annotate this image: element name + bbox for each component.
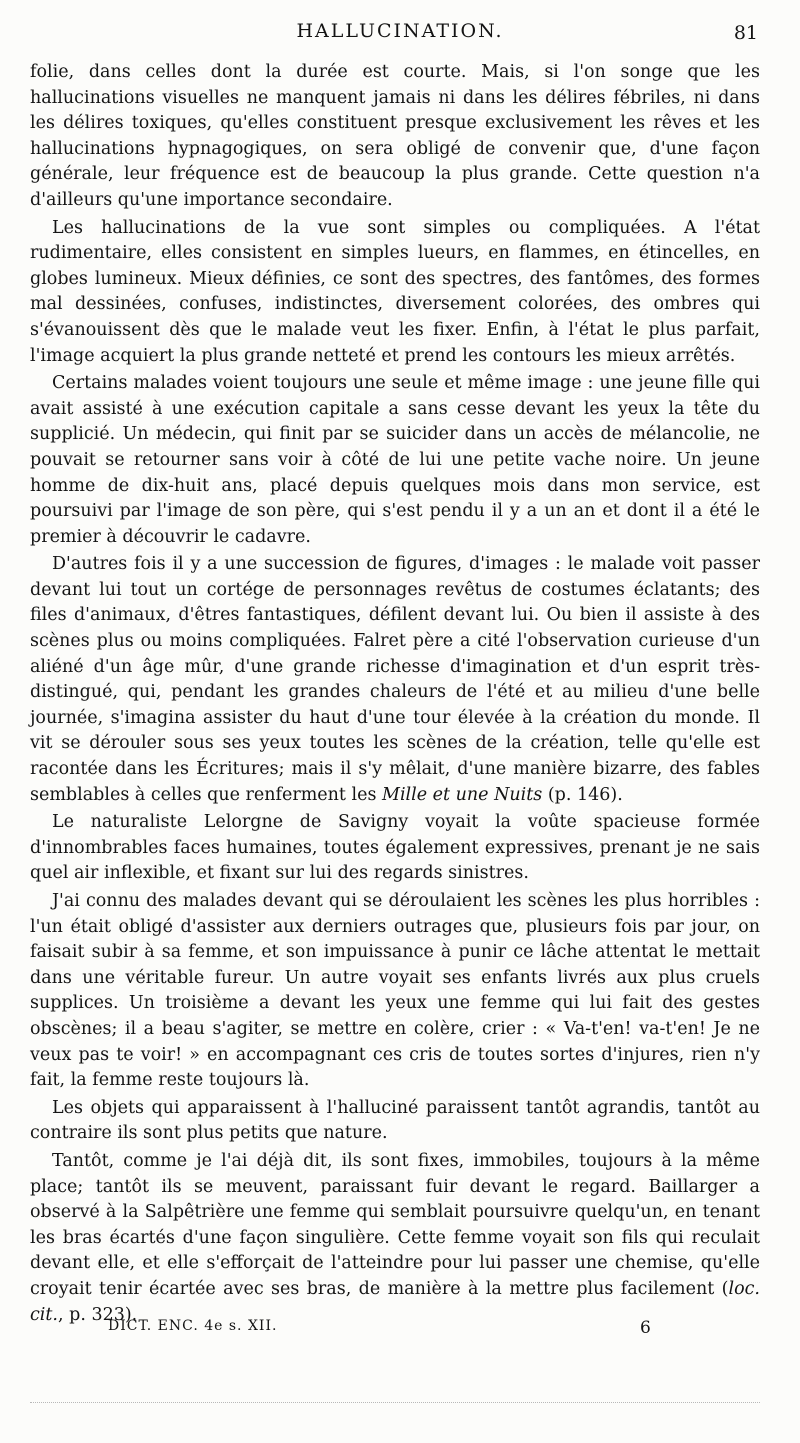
citation-title: Mille et une Nuits (382, 784, 543, 805)
paragraph-4 (30, 552, 760, 808)
paragraph-8-text: Tantôt, comme je l'ai déjà dit, ils sont fixes, immobiles, toujours à la même place; tantôt ils se meuvent, paraissant fuir devant le regard. Baillarger a observé à la Salpêtrière une femme qui semblait poursuivre quelqu'un, en tenant les bras écartés d'une façon singulière. Cette femme voyait son fils qui reculait devant elle, et elle s'efforçait de l'atteindre pour lui passer une chemise, qu'elle croyait tenir écartée avec ses bras, de manière à la mettre plus facilement ( (30, 1150, 760, 1299)
paragraph-1: folie, dans celles dont la durée est courte. Mais, si l'on songe que les hallucinations visuelles ne manquent jamais ni dans les délires fébriles, ni dans les délires toxiques, qu'elles constituent presque exclusivement les rêves et les hallucinations hypnagogiques, on sera obligé de convenir que, d'une façon générale, leur fréquence est de beaucoup la plus grande. Cette question n'a d'ailleurs qu'une importance secondaire. (30, 62, 760, 210)
paragraph-4-end: (p. 146). (542, 784, 623, 805)
paragraph-2: Les hallucinations de la vue sont simples ou compliquées. A l'état rudimentaire, elles consistent en simples lueurs, en flammes, en étincelles, en globes lumineux. Mieux définies, ce sont des spectres, des fantômes, des formes mal dessinées, confuses, indistinctes, diversement colorées, des ombres qui s'évanouissent dès que le malade veut les fixer. Enfin, à l'état le plus parfait, l'image acquiert la plus grande netteté et prend les contours les mieux arrêtés. (30, 217, 760, 366)
bottom-dotted-rule (30, 1402, 760, 1403)
page-header (0, 20, 800, 54)
paragraph-5: Le naturaliste Lelorgne de Savigny voyait la voûte spacieuse formée d'innombrables faces humaines, toutes également expressives, prenant je ne sais quel air inflexible, et fixant sur lui des regards sinistres. (30, 812, 760, 884)
citation-loc-cit: loc. cit. (30, 1278, 760, 1325)
page-footer (0, 1318, 800, 1348)
paragraph-8 (30, 1149, 760, 1328)
paragraph-8-end: , p. 323). (58, 1304, 138, 1325)
body-text (30, 60, 760, 1328)
paragraph-4-text: D'autres fois il y a une succession de figures, d'images : le malade voit passer devant lui tout un cortége de personnages revêtus de costumes éclatants; des files d'animaux, d'êtres fantastiques, défilent devant lui. Ou bien il assiste à des scènes plus ou moins compliquées. Falret père a cité l'observation curieuse d'un aliéné d'un âge mûr, d'une grande richesse d'imagination et d'un esprit très-distingué, qui, pendant les grandes chaleurs de l'été et au milieu d'une belle journée, s'imagina assister du haut d'une tour élevée à la création du monde. Il vit se dérouler sous ses yeux toutes les scènes de la création, telle qu'elle est racontée dans les Écritures; mais il s'y mêlait, d'une manière bizarre, des fables semblables à celles que renferment les (30, 554, 760, 805)
paragraph-6: J'ai connu des malades devant qui se déroulaient les scènes les plus horribles : l'un était obligé d'assister aux derniers outrages que, plusieurs fois par jour, on faisait subir à sa femme, et son impuissance à punir ce lâche attentat le mettait dans une véritable fureur. Un autre voyait ses enfants livrés aux plus cruels supplices. Un troisième a devant les yeux une femme qui lui fait des gestes obscènes; il a beau s'agiter, se mettre en colère, crier : « Va-t'en! va-t'en! Je ne veux pas te voir! » en accompagnant ces cris de toutes sortes d'injures, rien n'y fait, la femme reste toujours là. (30, 891, 760, 1091)
signature-number: 6 (640, 1318, 651, 1338)
page-number: 81 (733, 22, 758, 44)
paragraph-3: Certains malades voient toujours une seule et même image : une jeune fille qui avait assisté à une exécution capitale a sans cesse devant les yeux la tête du supplicié. Un médecin, qui finit par se suicider dans un accès de mélancolie, ne pouvait se retourner sans voir à côté de lui une petite vache noire. Un jeune homme de dix-huit ans, placé depuis quelques mois dans mon service, est poursuivi par l'image de son père, qui s'est pendu il y a un an et dont il a été le premier à découvrir le cadavre. (30, 373, 760, 547)
printer-signature: DICT. ENC. 4e s. XII. (108, 1318, 278, 1334)
running-title: HALLUCINATION. (296, 20, 504, 42)
paragraph-7: Les objets qui apparaissent à l'halluciné paraissent tantôt agrandis, tantôt au contraire ils sont plus petits que nature. (30, 1097, 760, 1144)
